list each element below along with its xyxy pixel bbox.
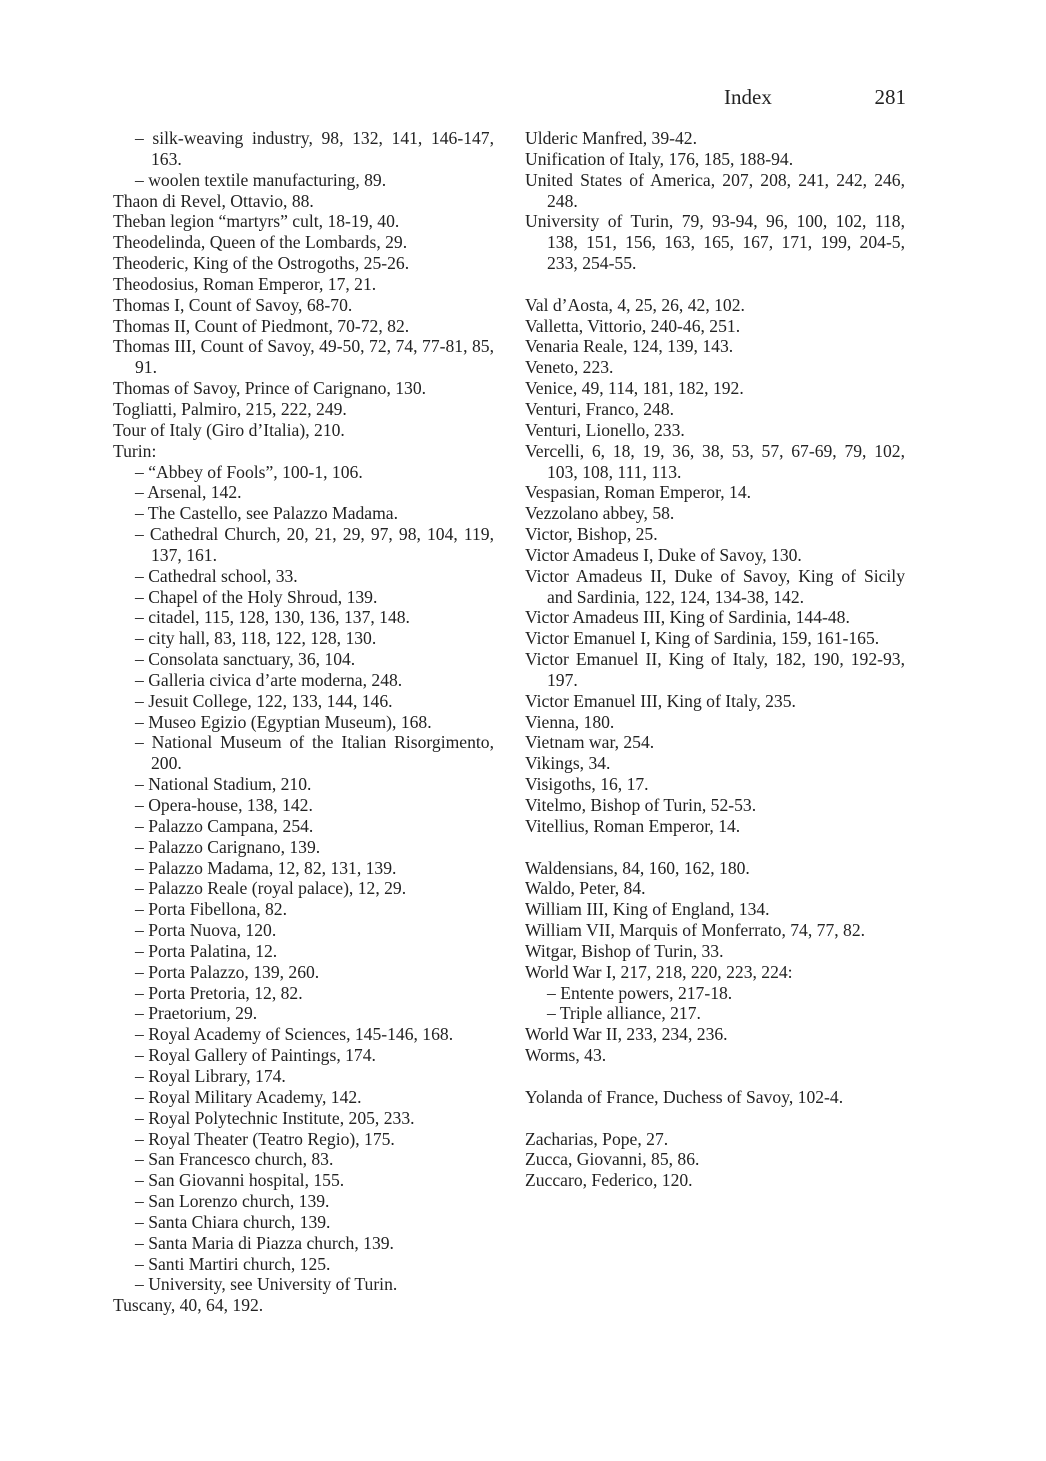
index-entry: Val d’Aosta, 4, 25, 26, 42, 102.	[525, 294, 745, 315]
index-entry: Thomas I, Count of Savoy, 68-70.	[113, 294, 353, 315]
index-subentry: – San Francesco church, 83.	[135, 1149, 334, 1170]
index-subentry: – Royal Academy of Sciences, 145-146, 168.	[135, 1024, 454, 1045]
index-subentry: – “Abbey of Fools”, 100-1, 106.	[135, 461, 363, 482]
index-subentry: – Cathedral school, 33.	[135, 565, 298, 586]
index-subentry: – Jesuit College, 122, 133, 144, 146.	[135, 690, 393, 711]
index-subentry: – Santa Chiara church, 139.	[135, 1211, 331, 1232]
index-subentry: – Galleria civica d’arte moderna, 248.	[135, 669, 403, 690]
index-entry: Witgar, Bishop of Turin, 33.	[525, 940, 724, 961]
index-subentry: – Porta Pretoria, 12, 82.	[135, 982, 303, 1003]
index-entry: World War I, 217, 218, 220, 223, 224:	[525, 961, 793, 982]
index-entry: United States of America, 207, 208, 241, 242, 246, 248.	[525, 169, 905, 211]
index-entry: Yolanda of France, Duchess of Savoy, 102-4.	[525, 1086, 844, 1107]
index-subentry: – Palazzo Madama, 12, 82, 131, 139.	[135, 857, 397, 878]
section-title: Index	[724, 85, 772, 109]
index-entry: Vezzolano abbey, 58.	[525, 503, 675, 524]
index-entry: Vienna, 180.	[525, 711, 615, 732]
index-entry: Tuscany, 40, 64, 192.	[113, 1295, 264, 1316]
index-entry: Victor Amadeus II, Duke of Savoy, King of Sicily and Sardinia, 122, 124, 134-38, 142.	[525, 565, 905, 607]
index-subentry: – San Lorenzo church, 139.	[135, 1191, 330, 1212]
index-subentry: – woolen textile manufacturing, 89.	[135, 169, 387, 190]
index-subentry: – Santi Martiri church, 125.	[135, 1253, 331, 1274]
index-subentry: – Royal Theater (Teatro Regio), 175.	[135, 1128, 395, 1149]
index-subentry: – University, see University of Turin.	[135, 1274, 398, 1295]
index-column-left	[113, 128, 494, 1316]
index-entry: Tour of Italy (Giro d’Italia), 210.	[113, 419, 345, 440]
index-entry: Thaon di Revel, Ottavio, 88.	[113, 190, 314, 211]
index-entry: Turin:	[113, 440, 157, 461]
page-number: 281	[874, 85, 906, 109]
index-subentry: – Palazzo Reale (royal palace), 12, 29.	[135, 878, 407, 899]
index-entry: Victor Emanuel I, King of Sardinia, 159, 161-165.	[525, 628, 880, 649]
index-entry: Theodosius, Roman Emperor, 17, 21.	[113, 273, 377, 294]
index-entry: Zacharias, Pope, 27.	[525, 1128, 669, 1149]
index-entry: Unification of Italy, 176, 185, 188-94.	[525, 148, 794, 169]
index-subentry: – citadel, 115, 128, 130, 136, 137, 148.	[135, 607, 410, 628]
index-subentry: – Praetorium, 29.	[135, 1003, 258, 1024]
index-entry: Venturi, Franco, 248.	[525, 398, 675, 419]
index-entry: Theban legion “martyrs” cult, 18-19, 40.	[113, 211, 400, 232]
index-entry: Theoderic, King of the Ostrogoths, 25-26.	[113, 253, 410, 274]
index-subentry: – Arsenal, 142.	[135, 482, 242, 503]
running-header	[520, 84, 906, 112]
index-subentry: – Cathedral Church, 20, 21, 29, 97, 98, 104, 119, 137, 161.	[135, 524, 494, 565]
index-subentry: – Triple alliance, 217.	[547, 1003, 701, 1024]
index-entry: Worms, 43.	[525, 1045, 607, 1066]
index-subentry: – Royal Polytechnic Institute, 205, 233.	[135, 1107, 415, 1128]
index-column-right	[525, 128, 905, 1191]
index-entry: Venaria Reale, 124, 139, 143.	[525, 336, 734, 357]
index-entry: Zucca, Giovanni, 85, 86.	[525, 1149, 700, 1170]
index-subentry: – Opera-house, 138, 142.	[135, 795, 313, 815]
index-entry: Vitellius, Roman Emperor, 14.	[525, 815, 741, 836]
index-entry: Valletta, Vittorio, 240-46, 251.	[525, 315, 741, 336]
index-entry: Victor Amadeus III, King of Sardinia, 144-48.	[525, 607, 850, 628]
index-entry: Vietnam war, 254.	[525, 732, 655, 753]
index-subentry: – Royal Gallery of Paintings, 174.	[135, 1045, 376, 1066]
index-entry: Vikings, 34.	[525, 753, 611, 774]
index-entry: Thomas III, Count of Savoy, 49-50, 72, 74, 77-81, 85, 91.	[113, 336, 494, 378]
index-entry: Theodelinda, Queen of the Lombards, 29.	[113, 232, 408, 253]
index-subentry: – The Castello, see Palazzo Madama.	[135, 503, 399, 524]
index-subentry: – Royal Library, 174.	[135, 1065, 286, 1086]
index-entry: Vespasian, Roman Emperor, 14.	[525, 482, 752, 503]
index-entry: Venice, 49, 114, 181, 182, 192.	[525, 378, 744, 399]
index-subentry: – Museo Egizio (Egyptian Museum), 168.	[135, 711, 432, 732]
index-entry: Thomas II, Count of Piedmont, 70-72, 82.	[113, 315, 410, 336]
index-entry: Waldensians, 84, 160, 162, 180.	[525, 857, 750, 878]
index-subentry: – Royal Military Academy, 142.	[135, 1086, 362, 1107]
index-subentry: – Chapel of the Holy Shroud, 139.	[135, 586, 378, 607]
index-entry: Togliatti, Palmiro, 215, 222, 249.	[113, 398, 347, 419]
index-subentry: – Entente powers, 217-18.	[547, 982, 733, 1003]
index-subentry: – Porta Fibellona, 82.	[135, 899, 287, 920]
index-entry: Thomas of Savoy, Prince of Carignano, 130.	[113, 378, 427, 399]
index-entry: World War II, 233, 234, 236.	[525, 1024, 728, 1045]
index-subentry: – Porta Palatina, 12.	[135, 940, 278, 961]
index-entry: Victor, Bishop, 25.	[525, 524, 658, 545]
index-subentry: – San Giovanni hospital, 155.	[135, 1170, 345, 1191]
index-subentry: – National Stadium, 210.	[135, 774, 312, 795]
index-subentry: – Santa Maria di Piazza church, 139.	[135, 1232, 394, 1253]
index-entry: Victor Emanuel III, King of Italy, 235.	[525, 690, 796, 711]
index-subentry: – Palazzo Carignano, 139.	[135, 836, 321, 857]
index-entry: Venturi, Lionello, 233.	[525, 419, 685, 440]
index-subentry: – Porta Palazzo, 139, 260.	[135, 961, 320, 982]
index-subentry: – city hall, 83, 118, 122, 128, 130.	[135, 628, 377, 649]
index-subentry: – Consolata sanctuary, 36, 104.	[135, 649, 356, 670]
index-entry: Visigoths, 16, 17.	[525, 774, 649, 795]
index-entry: William III, King of England, 134.	[525, 899, 770, 920]
index-entry: University of Turin, 79, 93-94, 96, 100, 102, 118, 138, 151, 156, 163, 165, 167, 171, 199, 204-5, 233, 254-55.	[525, 211, 905, 274]
index-entry: Victor Amadeus I, Duke of Savoy, 130.	[525, 544, 802, 565]
index-subentry: – National Museum of the Italian Risorgimento, 200.	[135, 732, 494, 774]
index-entry: Victor Emanuel II, King of Italy, 182, 190, 192-93, 197.	[525, 649, 905, 690]
index-entry: Ulderic Manfred, 39-42.	[525, 128, 697, 148]
index-subentry: – Palazzo Campana, 254.	[135, 815, 314, 836]
index-entry: William VII, Marquis of Monferrato, 74, 77, 82.	[525, 920, 866, 941]
index-entry: Vitelmo, Bishop of Turin, 52-53.	[525, 795, 757, 815]
index-subentry: – Porta Nuova, 120.	[135, 920, 277, 941]
index-entry: Vercelli, 6, 18, 19, 36, 38, 53, 57, 67-69, 79, 102, 103, 108, 111, 113.	[525, 440, 905, 482]
index-entry: Waldo, Peter, 84.	[525, 878, 646, 899]
index-entry: Zuccaro, Federico, 120.	[525, 1170, 693, 1191]
index-subentry: – silk-weaving industry, 98, 132, 141, 146-147, 163.	[135, 128, 494, 169]
index-entry: Veneto, 223.	[525, 357, 614, 378]
